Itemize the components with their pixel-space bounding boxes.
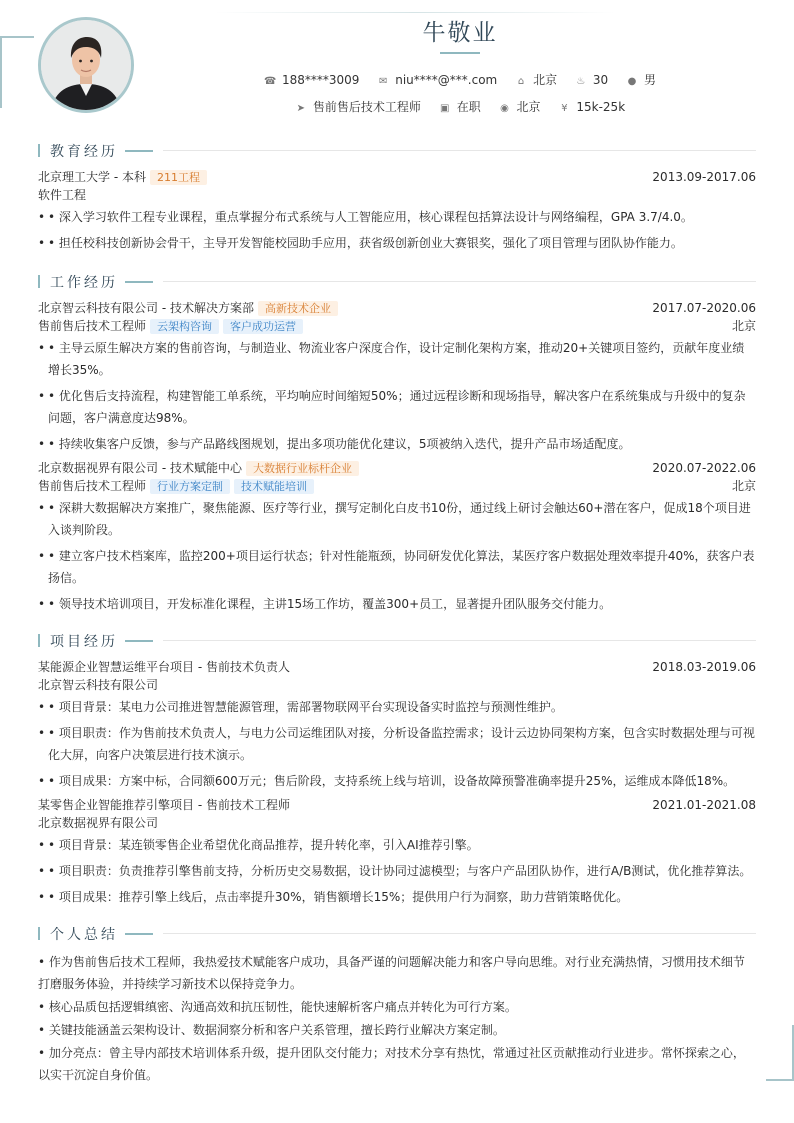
education-header-row: [38, 168, 756, 186]
section-header-line: [163, 150, 756, 151]
education-date: 2013.09-2017.06: [652, 170, 756, 184]
phone-text: 188****3009: [281, 73, 360, 87]
section-header-dash: [125, 933, 153, 935]
list-item: • • 项目职责：作为售前技术负责人，与电力公司运维团队对接，分析设备监控需求；设计云边协同架构方案，包含实时数据处理与可视化大屏，向客户决策层进行技术演示。: [38, 722, 756, 766]
job-date: 2020.07-2022.06: [652, 461, 756, 475]
job-header-row: [38, 459, 756, 477]
section-header-dash: [125, 150, 153, 152]
hometown-item: [515, 71, 557, 88]
section-header-bar: [38, 927, 40, 940]
project-name: 某零售企业智能推荐引擎项目 - 售前技术工程师: [38, 798, 290, 812]
corner-decoration-bottom-right: [766, 1025, 794, 1081]
project-company: 北京智云科技有限公司: [38, 678, 159, 692]
home-icon: ⌂: [517, 76, 525, 87]
skill-tag: 行业方案定制: [150, 479, 230, 494]
gender-text: 男: [644, 73, 657, 87]
list-item: • • 深耕大数据解决方案推广，聚焦能源、医疗等行业，撰写定制化白皮书10份，通过线上研讨会触达60+潜在客户，促成18个项目进入谈判阶段。: [38, 497, 756, 541]
job-role-row: [38, 477, 756, 495]
skill-tag: 云架构咨询: [150, 319, 219, 334]
salary-item: [558, 100, 625, 114]
job-bullets: [38, 337, 756, 455]
list-item: • • 项目成果：推荐引擎上线后，点击率提升30%，销售额增长15%；提供用户行为洞察，助力营销策略优化。: [38, 886, 756, 908]
list-item: • 作为售前售后技术工程师，我热爱技术赋能客户成功，具备严谨的问题解决能力和客户导向思维。对行业充满热情，习惯用技术细节打磨服务体验，并持续学习新技术以保持竞争力。: [38, 955, 745, 991]
top-divider: [215, 12, 615, 13]
section-header-bar: [38, 634, 40, 647]
target-city-item: [499, 98, 541, 115]
status-text: 在职: [456, 100, 481, 114]
project-company: 北京数据视界有限公司: [38, 816, 159, 830]
age-item: [575, 73, 608, 87]
send-icon: ➤: [296, 103, 306, 114]
education-bullets: [38, 206, 756, 254]
gender-icon: ●: [627, 76, 637, 87]
list-item: • • 项目成果：方案中标，合同额600万元；售后阶段，支持系统上线与培训，设备故障预警准确率提升25%，运维成本降低18%。: [38, 770, 756, 792]
project-date: 2018.03-2019.06: [652, 660, 756, 674]
section-header-line: [163, 933, 756, 934]
education-section: [38, 141, 756, 258]
section-title: 教育经历: [50, 144, 118, 160]
project-name: 某能源企业智慧运维平台项目 - 售前技术负责人: [38, 660, 290, 674]
project-date: 2021.01-2021.08: [652, 798, 756, 812]
briefcase-icon: ▣: [439, 103, 450, 114]
salary-text: 15k-25k: [576, 100, 626, 114]
section-header: [38, 141, 756, 159]
project-bullets: [38, 696, 756, 792]
location-pin-icon: ◉: [500, 103, 509, 114]
section-title: 工作经历: [50, 275, 118, 291]
target-position-text: 售前售后技术工程师: [312, 100, 421, 114]
gender-item: [626, 71, 656, 88]
list-item: • • 领导技术培训项目，开发标准化课程，主讲15场工作坊，覆盖300+员工，显著提升团队服务交付能力。: [38, 593, 756, 615]
project-header-row: [38, 796, 756, 814]
summary-bullets: [38, 951, 756, 1086]
skill-tag: 技术赋能培训: [234, 479, 314, 494]
salary-icon: ¥: [561, 103, 568, 114]
target-city-text: 北京: [516, 100, 541, 114]
job-bullets: [38, 497, 756, 615]
project-header-row: [38, 658, 756, 676]
section-header-line: [163, 640, 756, 641]
list-item: • 核心品质包括逻辑缜密、沟通高效和抗压韧性，能快速解析客户痛点并转化为可行方案。: [38, 1000, 517, 1014]
list-item: • • 项目职责：负责推荐引擎售前支持，分析历史交易数据，设计协同过滤模型；与客户产品团队协作，进行A/B测试，优化推荐算法。: [38, 860, 756, 882]
job-role-row: [38, 317, 756, 335]
list-item: • • 持续收集客户反馈，参与产品路线图规划，提出多项功能优化建议，5项被纳入迭代，提升产品市场适配度。: [38, 433, 756, 455]
section-header: [38, 272, 756, 290]
section-header-bar: [38, 144, 40, 157]
status-item: [439, 98, 481, 115]
section-title: 项目经历: [50, 634, 118, 650]
cake-icon: ♨: [576, 76, 586, 87]
job-role: 售前售后技术工程师: [38, 479, 147, 493]
section-title: 个人总结: [50, 927, 118, 943]
summary-section: [38, 924, 756, 1086]
target-position-item: [295, 98, 421, 115]
list-item: • • 项目背景：某电力公司推进智慧能源管理，需部署物联网平台实现设备实时监控与预测性维护。: [38, 696, 756, 718]
list-item: • • 项目背景：某连锁零售企业希望优化商品推荐，提升转化率，引入AI推荐引擎。: [38, 834, 756, 856]
phone-icon: ☎: [263, 76, 277, 87]
section-header: [38, 631, 756, 649]
job-header-row: [38, 299, 756, 317]
company-tag: 高新技术企业: [258, 301, 338, 316]
email-item: [377, 73, 497, 87]
section-header-dash: [125, 281, 153, 283]
school-name: 北京理工大学 - 本科: [38, 170, 146, 184]
job-city: 北京: [731, 319, 756, 333]
section-header: [38, 924, 756, 942]
hometown-text: 北京: [533, 73, 558, 87]
list-item: • • 优化售后支持流程，构建智能工单系统，平均响应时间缩短50%；通过远程诊断和现场指导，解决客户在系统集成与升级中的复杂问题，客户满意度达98%。: [38, 385, 756, 429]
company-name: 北京数据视界有限公司 - 技术赋能中心: [38, 461, 242, 475]
mail-icon: ✉: [379, 76, 388, 87]
section-header-dash: [125, 640, 153, 642]
list-item: • • 担任校科技创新协会骨干，主导开发智能校园助手应用，获省级创新创业大赛银奖，强化了项目管理与团队协作能力。: [38, 232, 756, 254]
projects-section: [38, 631, 756, 912]
section-header-bar: [38, 275, 40, 288]
job-city: 北京: [731, 479, 756, 493]
contact-info-row: [0, 71, 794, 88]
section-header-line: [163, 281, 756, 282]
phone-item: [264, 73, 359, 87]
project-bullets: [38, 834, 756, 908]
list-item: • 关键技能涵盖云架构设计、数据洞察分析和客户关系管理，擅长跨行业解决方案定制。: [38, 1023, 505, 1037]
list-item: • 加分亮点：曾主导内部技术培训体系升级，提升团队交付能力；对技术分享有热忱，常通过社区贡献推动行业进步。常怀探索之心，以实干沉淀自身价值。: [38, 1046, 745, 1082]
list-item: • • 深入学习软件工程专业课程，重点掌握分布式系统与人工智能应用，核心课程包括算法设计与网络编程，GPA 3.7/4.0。: [38, 206, 756, 228]
list-item: • • 建立客户技术档案库，监控200+项目运行状态；针对性能瓶颈，协同研发优化算法，某医疗客户数据处理效率提升40%，获客户表扬信。: [38, 545, 756, 589]
age-text: 30: [592, 73, 609, 87]
work-section: [38, 272, 756, 619]
school-tag: 211工程: [150, 170, 207, 185]
company-name: 北京智云科技有限公司 - 技术解决方案部: [38, 301, 254, 315]
email-text: niu****@***.com: [395, 73, 498, 87]
skill-tag: 客户成功运营: [223, 319, 303, 334]
name-underline: [440, 52, 480, 54]
job-date: 2017.07-2020.06: [652, 301, 756, 315]
list-item: • • 主导云原生解决方案的售前咨询，与制造业、物流业客户深度合作，设计定制化架构方案，推动20+关键项目签约，贡献年度业绩增长35%。: [38, 337, 756, 381]
job-intent-row: [0, 98, 794, 115]
major: 软件工程: [38, 188, 87, 202]
candidate-name: 牛敬业: [422, 20, 498, 46]
company-tag: 大数据行业标杆企业: [246, 461, 359, 476]
job-role: 售前售后技术工程师: [38, 319, 147, 333]
